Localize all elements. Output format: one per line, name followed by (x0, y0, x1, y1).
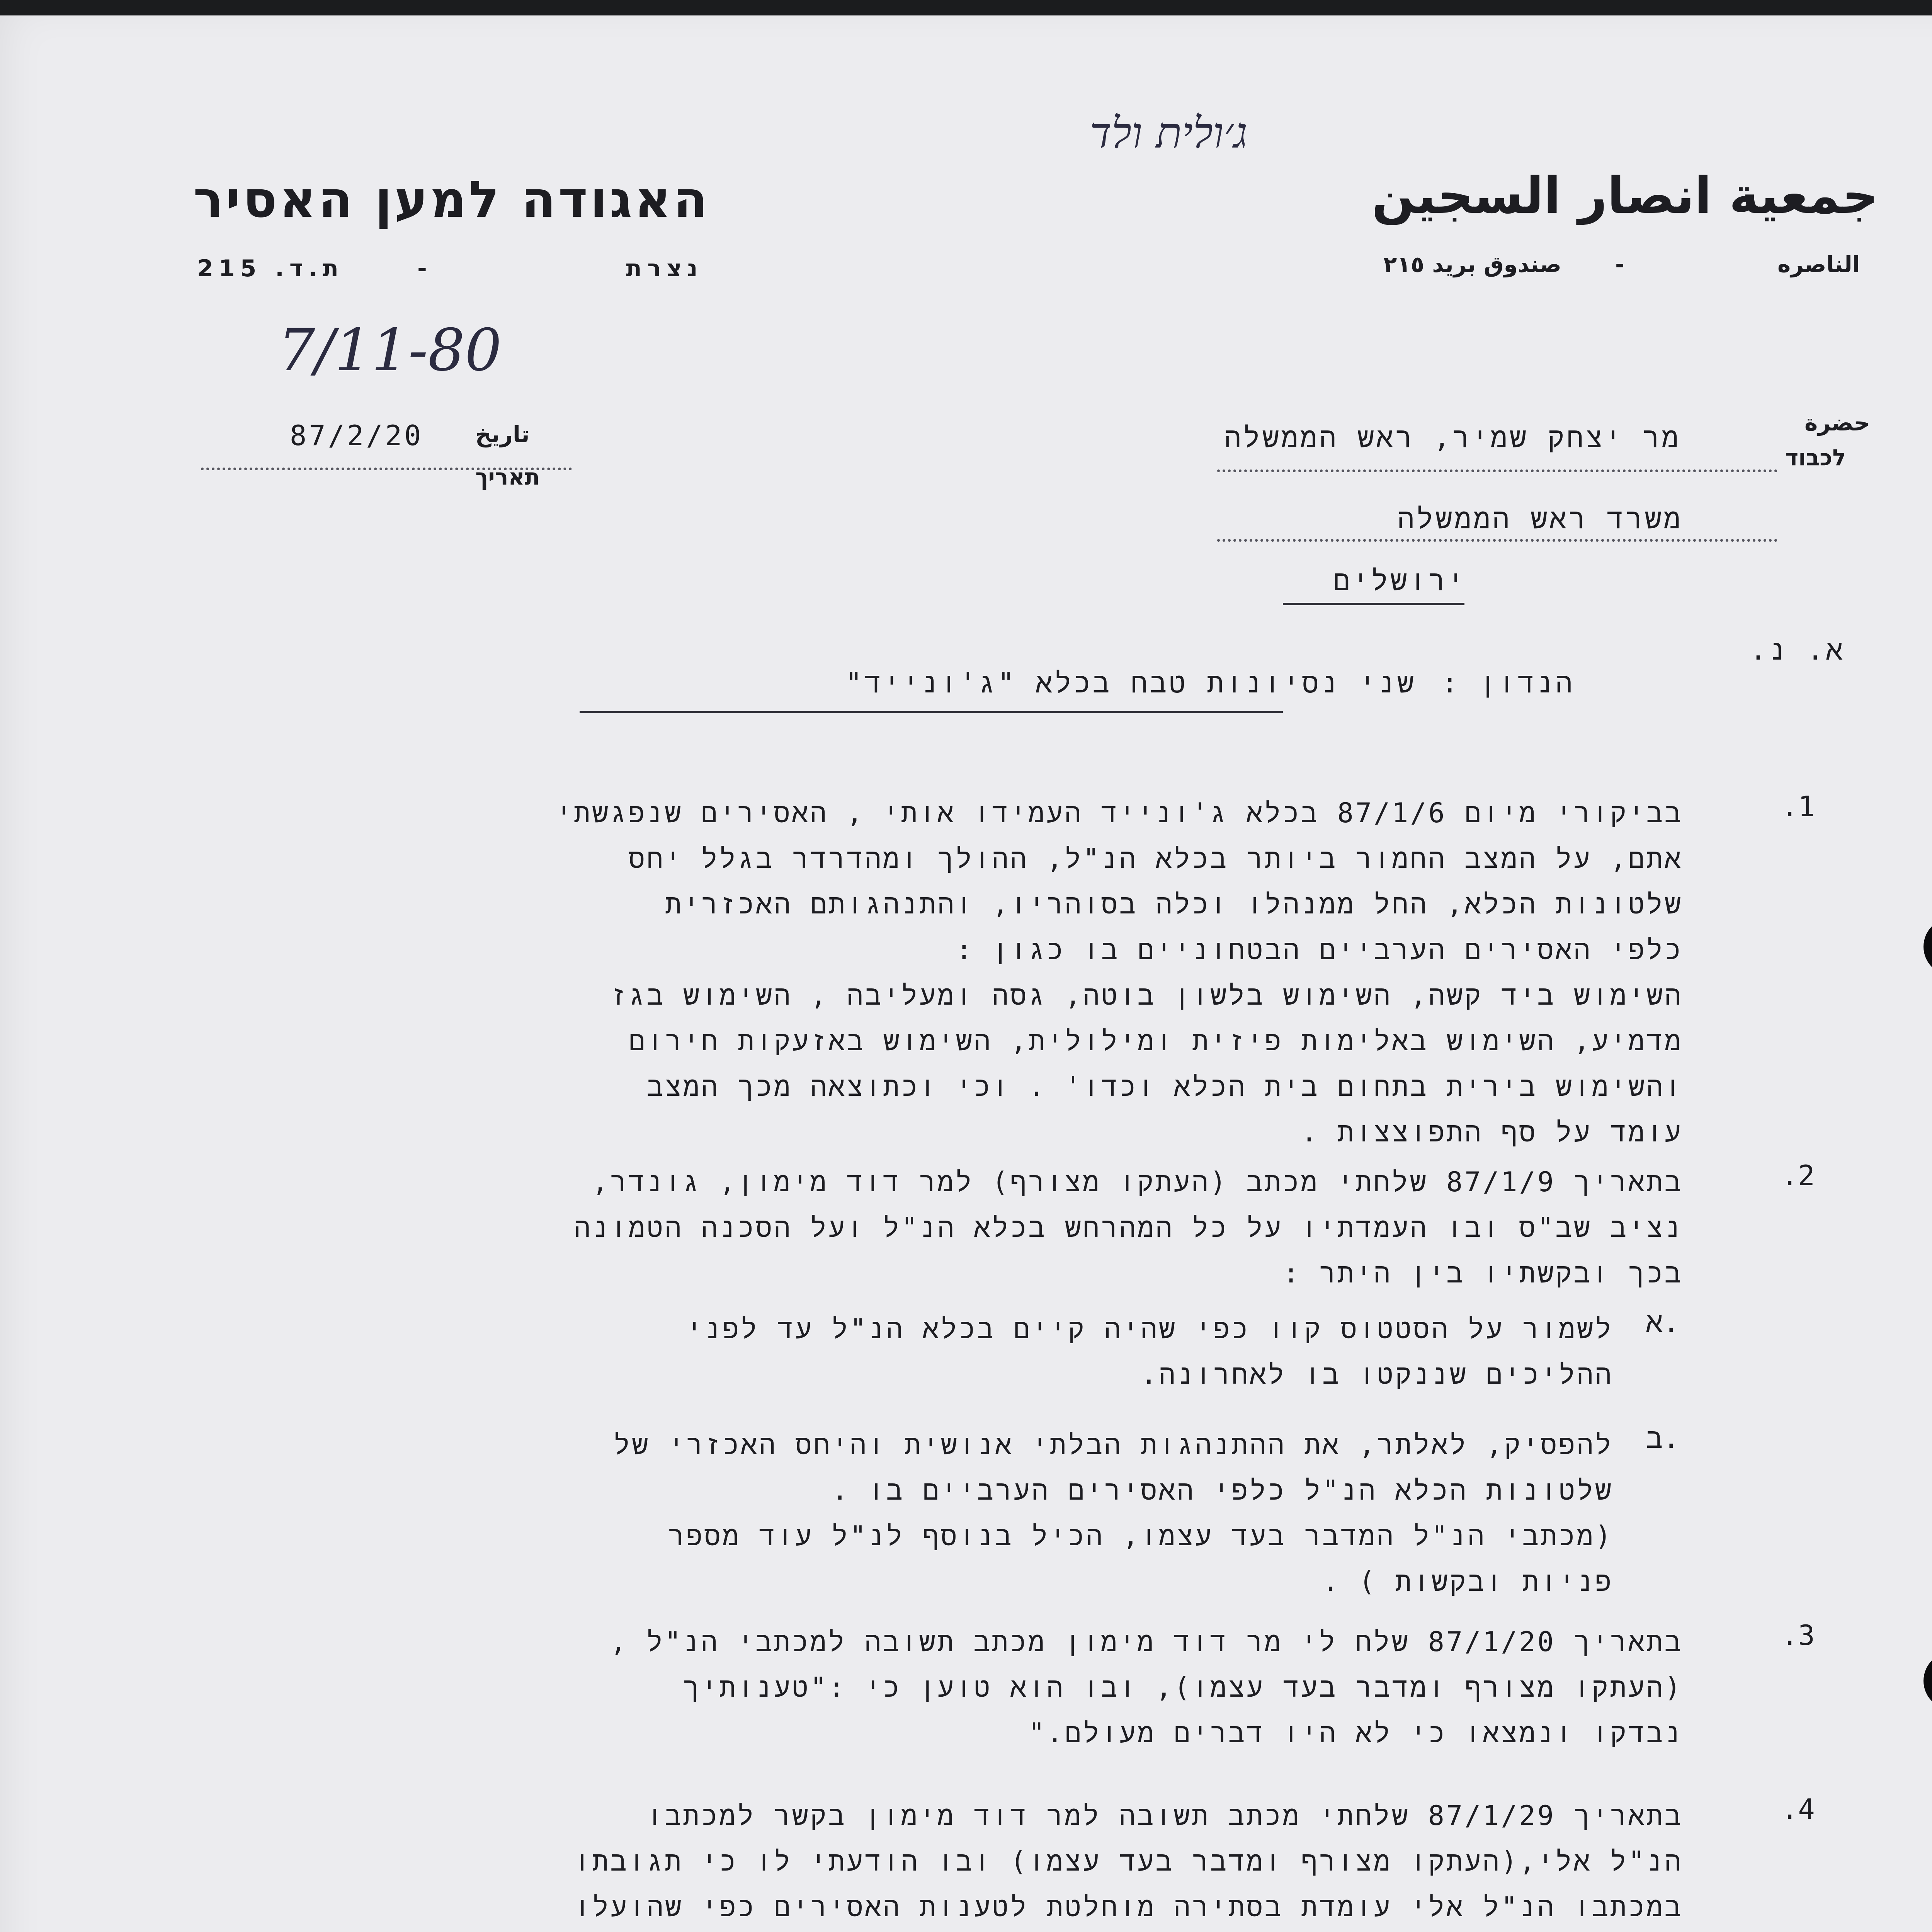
text-line: (מכתבי הנ"ל המדבר בעד עצמו, הכיל בנוסף לנ"ל עוד מספר (668, 1520, 1613, 1552)
subitem-b-body (614, 1422, 1613, 1604)
text-line: בתאריך 87/1/9 שלחתי מכתב (העתקו מצורף) למר דוד מימון, גונדר, (592, 1166, 1683, 1198)
text-line (574, 1930, 1683, 1932)
recipient-city: ירושלים (1333, 564, 1466, 597)
address-hebrew-sep: - (417, 255, 432, 282)
text-line: להפסיק, לאלתר, את ההתנהגות הבלתי אנושית והיחס האכזרי של (614, 1429, 1613, 1461)
text-line: במכתבו הנ"ל אלי עומדת בסתירה מוחלטת לטענות האסירים כפי שהועלו (574, 1891, 1683, 1923)
text-line: בתאריך 87/1/20 שלח לי מר דוד מימון מכתב תשובה למכתבי הנ"ל , (610, 1626, 1683, 1658)
date-dotline (201, 468, 572, 470)
subject-text: שני נסיונות טבח בכלא "ג'ונייד" (845, 667, 1416, 699)
address-arabic-sep: - (1615, 251, 1625, 277)
recipient-office: משרד ראש הממשלה (1397, 502, 1683, 535)
text-line: אתם, על המצב החמור ביותר בכלא הנ"ל, ההולך ומהדרדר בגלל יחס (628, 843, 1683, 874)
address-hebrew-city: נצרת (626, 255, 703, 282)
address-arabic-pobox: صندوق بريد ٢١٥ (1383, 251, 1561, 277)
recipient-name: מר יצחק שמיר, ראש הממשלה (1224, 421, 1681, 454)
date-value: 87/2/20 (290, 419, 423, 452)
text-line: בכך ובקשתיו בין היתר : (1283, 1257, 1683, 1289)
section-3-body (610, 1619, 1683, 1756)
text-line: בתאריך 87/1/29 שלחתי מכתב תשובה למר דוד מימון בקשר למכתבו (646, 1800, 1683, 1832)
section-4-body (574, 1793, 1683, 1932)
subitem-mark: א. (1646, 1306, 1680, 1338)
section-2-body (574, 1159, 1683, 1296)
text-line: נציב שב"ס ובו העמדתיו על כל המהרחש בכלא הנ"ל ועל הסכנה הטמונה (574, 1212, 1683, 1243)
section-number: .1 (1781, 790, 1815, 823)
org-name-hebrew: האגודה למען האסיר (193, 170, 710, 229)
recipient-city-underline (1283, 603, 1464, 605)
date-label-hebrew: תאריך (475, 464, 540, 490)
text-line: שלטונות הכלא הנ"ל כלפי האסירים הערביים בו . (832, 1475, 1613, 1506)
section-1-body (556, 790, 1683, 1155)
subject-underline (580, 711, 1283, 713)
scan-border-top (0, 0, 1932, 15)
text-line: לשמור על הסטטוס קוו כפי שהיה קיים בכלא הנ"ל עד לפני (686, 1313, 1613, 1345)
date-label-arabic: تاريخ (475, 421, 530, 447)
salutation: א. נ. (1750, 634, 1845, 666)
text-line: (העתקו מצורף ומדבר בעד עצמו), ובו הוא טוען כי :"טענותיך (683, 1672, 1683, 1703)
subject-label: הנדון : (1441, 667, 1575, 699)
text-line: ההליכים שננקטו בו לאחרונה. (1141, 1359, 1613, 1390)
text-line: הנ"ל אלי,(העתקו מצורף ומדבר בעד עצמו) ובו הודעתי לו כי תגובתו (574, 1845, 1683, 1877)
to-label-arabic: حضرة (1804, 410, 1870, 436)
org-name-arabic: جمعية انصار السجين (1372, 166, 1879, 225)
text-line: השימוש ביד קשה, השימוש בלשון בוטה, גסה ומעליבה , השימוש בגז (610, 980, 1683, 1011)
address-hebrew-pobox: ת.ד. 215 (197, 255, 344, 282)
text-line: והשימוש בירית בתחום בית הכלא וכדו' . וכי וכתוצאה מכך המצב (646, 1071, 1683, 1102)
section-number: .4 (1781, 1793, 1815, 1825)
text-line: נבדקו ונמצאו כי לא היו דברים מעולם." (1028, 1717, 1683, 1749)
recipient-dotline-1 (1217, 469, 1777, 472)
text-line: שלטונות הכלא, החל ממנהלו וכלה בסוהריו, והתנהגותם האכזרית (665, 888, 1683, 920)
text-line: עומד על סף התפוצצות . (1301, 1116, 1683, 1148)
punch-hole-lower (1923, 1652, 1932, 1710)
recipient-dotline-2 (1217, 539, 1777, 542)
text-line: כלפי האסירים הערביים הבטחוניים בו כגון : (956, 934, 1683, 966)
section-number: .2 (1781, 1159, 1815, 1192)
text-line: בביקורי מיום 87/1/6 בכלא ג'ונייד העמידו אותי , האסירים שנפגשתי (556, 797, 1683, 829)
to-label-hebrew: לכבוד (1785, 444, 1846, 471)
handwritten-date: 7/11-80 (278, 317, 502, 384)
subitem-a-body (686, 1306, 1613, 1397)
address-arabic-city: الناصره (1777, 251, 1860, 277)
punch-hole-upper (1923, 918, 1932, 976)
subitem-mark: ב. (1646, 1422, 1680, 1454)
handwritten-note: ג׳ולית ולד (1090, 108, 1248, 158)
section-number: .3 (1781, 1619, 1815, 1651)
text-line: פניות ובקשות ) . (1322, 1566, 1613, 1597)
text-line: מדמיע, השימוש באלימות פיזית ומילולית, השימוש באזעקות חירום (629, 1025, 1683, 1057)
